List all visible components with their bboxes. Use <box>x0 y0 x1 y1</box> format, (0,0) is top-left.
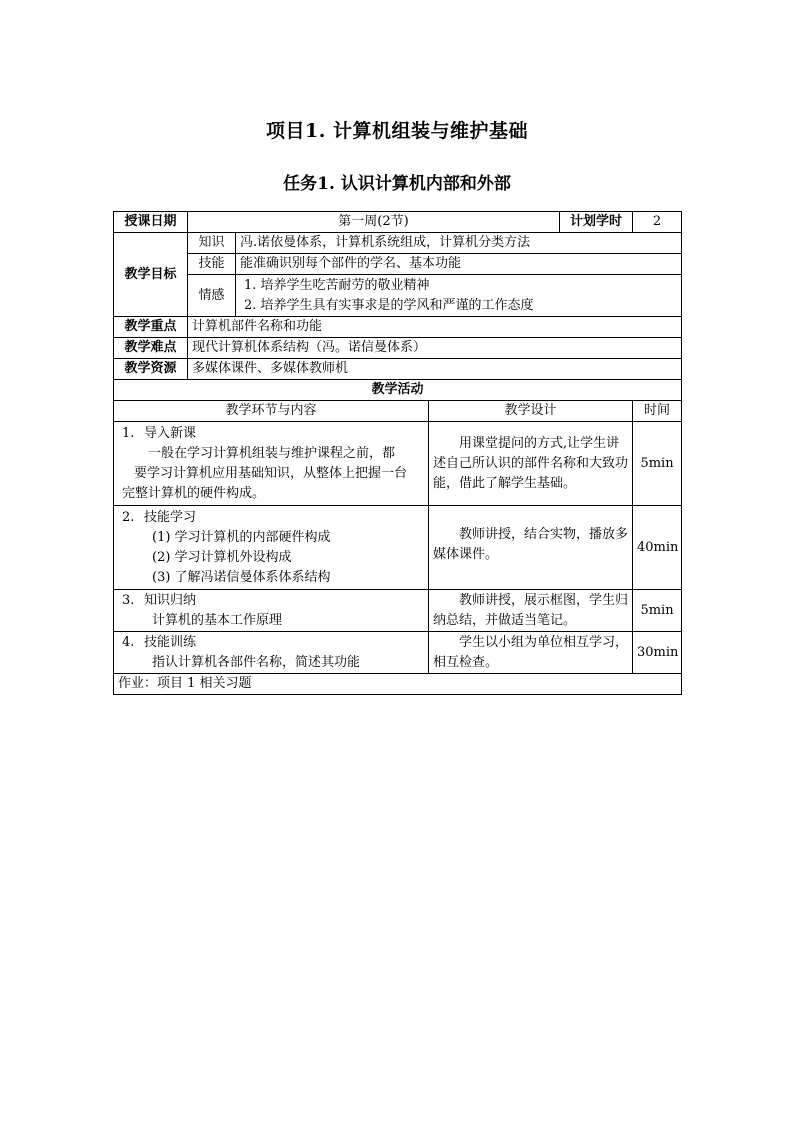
activity-section-title: 教学活动 <box>114 380 682 401</box>
activity-time: 30min <box>633 632 682 674</box>
activity-row <box>114 422 682 506</box>
knowledge-text: 冯.诺依曼体系，计算机系统组成，计算机分类方法 <box>236 233 682 254</box>
activity-row <box>114 506 682 590</box>
col-design-header: 教学设计 <box>429 401 633 422</box>
goals-label: 教学目标 <box>114 233 188 317</box>
difficult-text: 现代计算机体系结构（冯。诺信曼体系） <box>188 338 682 359</box>
activity-line: 完整计算机的硬件构成。 <box>122 485 266 501</box>
difficult-label: 教学难点 <box>114 338 188 359</box>
activity-line: 计算机的基本工作原理 <box>152 612 283 628</box>
activity-design: 教师讲授，展示框图，学生归纳总结，并做适当笔记。 <box>429 590 633 632</box>
key-label: 教学重点 <box>114 317 188 338</box>
resource-row <box>114 359 682 380</box>
resource-label: 教学资源 <box>114 359 188 380</box>
skill-text: 能准确识别每个部件的学名、基本功能 <box>236 254 682 275</box>
activity-design: 用课堂提问的方式,让学生讲述自己所认识的部件名称和大致功能，借此了解学生基础。 <box>429 422 633 506</box>
activity-row <box>114 590 682 632</box>
activity-content <box>114 422 429 506</box>
emotion-item-1: 1. 培养学生吃苦耐劳的敬业精神 <box>244 277 430 293</box>
col-time-header: 时间 <box>633 401 682 422</box>
activity-content <box>114 590 429 632</box>
activity-time: 5min <box>633 590 682 632</box>
activity-line: 指认计算机各部件名称，简述其功能 <box>152 654 361 670</box>
difficult-row <box>114 338 682 359</box>
homework-text: 作业：项目 1 相关习题 <box>114 674 682 695</box>
goal-knowledge-row <box>114 233 682 254</box>
skill-label: 技能 <box>188 254 236 275</box>
activity-row <box>114 632 682 674</box>
activity-content <box>114 506 429 590</box>
activity-time: 40min <box>633 506 682 590</box>
activity-heading: 1. 导入新课 <box>122 425 197 441</box>
activity-line: 一般在学习计算机组装与维护课程之前，都 <box>148 445 396 461</box>
date-value: 第一周(2节) <box>188 212 560 233</box>
activity-heading: 2. 技能学习 <box>122 509 197 525</box>
lesson-plan-table <box>113 211 682 695</box>
activity-line: 要学习计算机应用基础知识，从整体上把握一台 <box>134 465 408 481</box>
activity-title-row <box>114 380 682 401</box>
date-row <box>114 212 682 233</box>
activity-content <box>114 632 429 674</box>
activity-time: 5min <box>633 422 682 506</box>
col-content-header: 教学环节与内容 <box>114 401 429 422</box>
hours-label: 计划学时 <box>560 212 633 233</box>
resource-text: 多媒体课件、多媒体教师机 <box>188 359 682 380</box>
activity-line: (2) 学习计算机外设构成 <box>152 549 292 565</box>
project-title: 项目1. 计算机组装与维护基础 <box>266 120 528 142</box>
goal-skill-row <box>114 254 682 275</box>
activity-header-row <box>114 401 682 422</box>
date-label: 授课日期 <box>114 212 188 233</box>
homework-row <box>114 674 682 695</box>
task-title: 任务1. 认识计算机内部和外部 <box>283 174 511 194</box>
goal-emotion-row <box>114 275 682 317</box>
emotion-text <box>236 275 682 317</box>
activity-line: (3) 了解冯诺信曼体系体系结构 <box>152 569 331 585</box>
hours-value: 2 <box>633 212 682 233</box>
emotion-label: 情感 <box>188 275 236 317</box>
activity-design: 学生以小组为单位相互学习，相互检查。 <box>429 632 633 674</box>
knowledge-label: 知识 <box>188 233 236 254</box>
activity-design: 教师讲授，结合实物，播放多媒体课件。 <box>429 506 633 590</box>
key-row <box>114 317 682 338</box>
activity-line: (1) 学习计算机的内部硬件构成 <box>152 529 331 545</box>
activity-heading: 3. 知识归纳 <box>122 592 197 608</box>
activity-heading: 4. 技能训练 <box>122 634 197 650</box>
emotion-item-2: 2. 培养学生具有实事求是的学风和严谨的工作态度 <box>244 297 534 313</box>
key-text: 计算机部件名称和功能 <box>188 317 682 338</box>
